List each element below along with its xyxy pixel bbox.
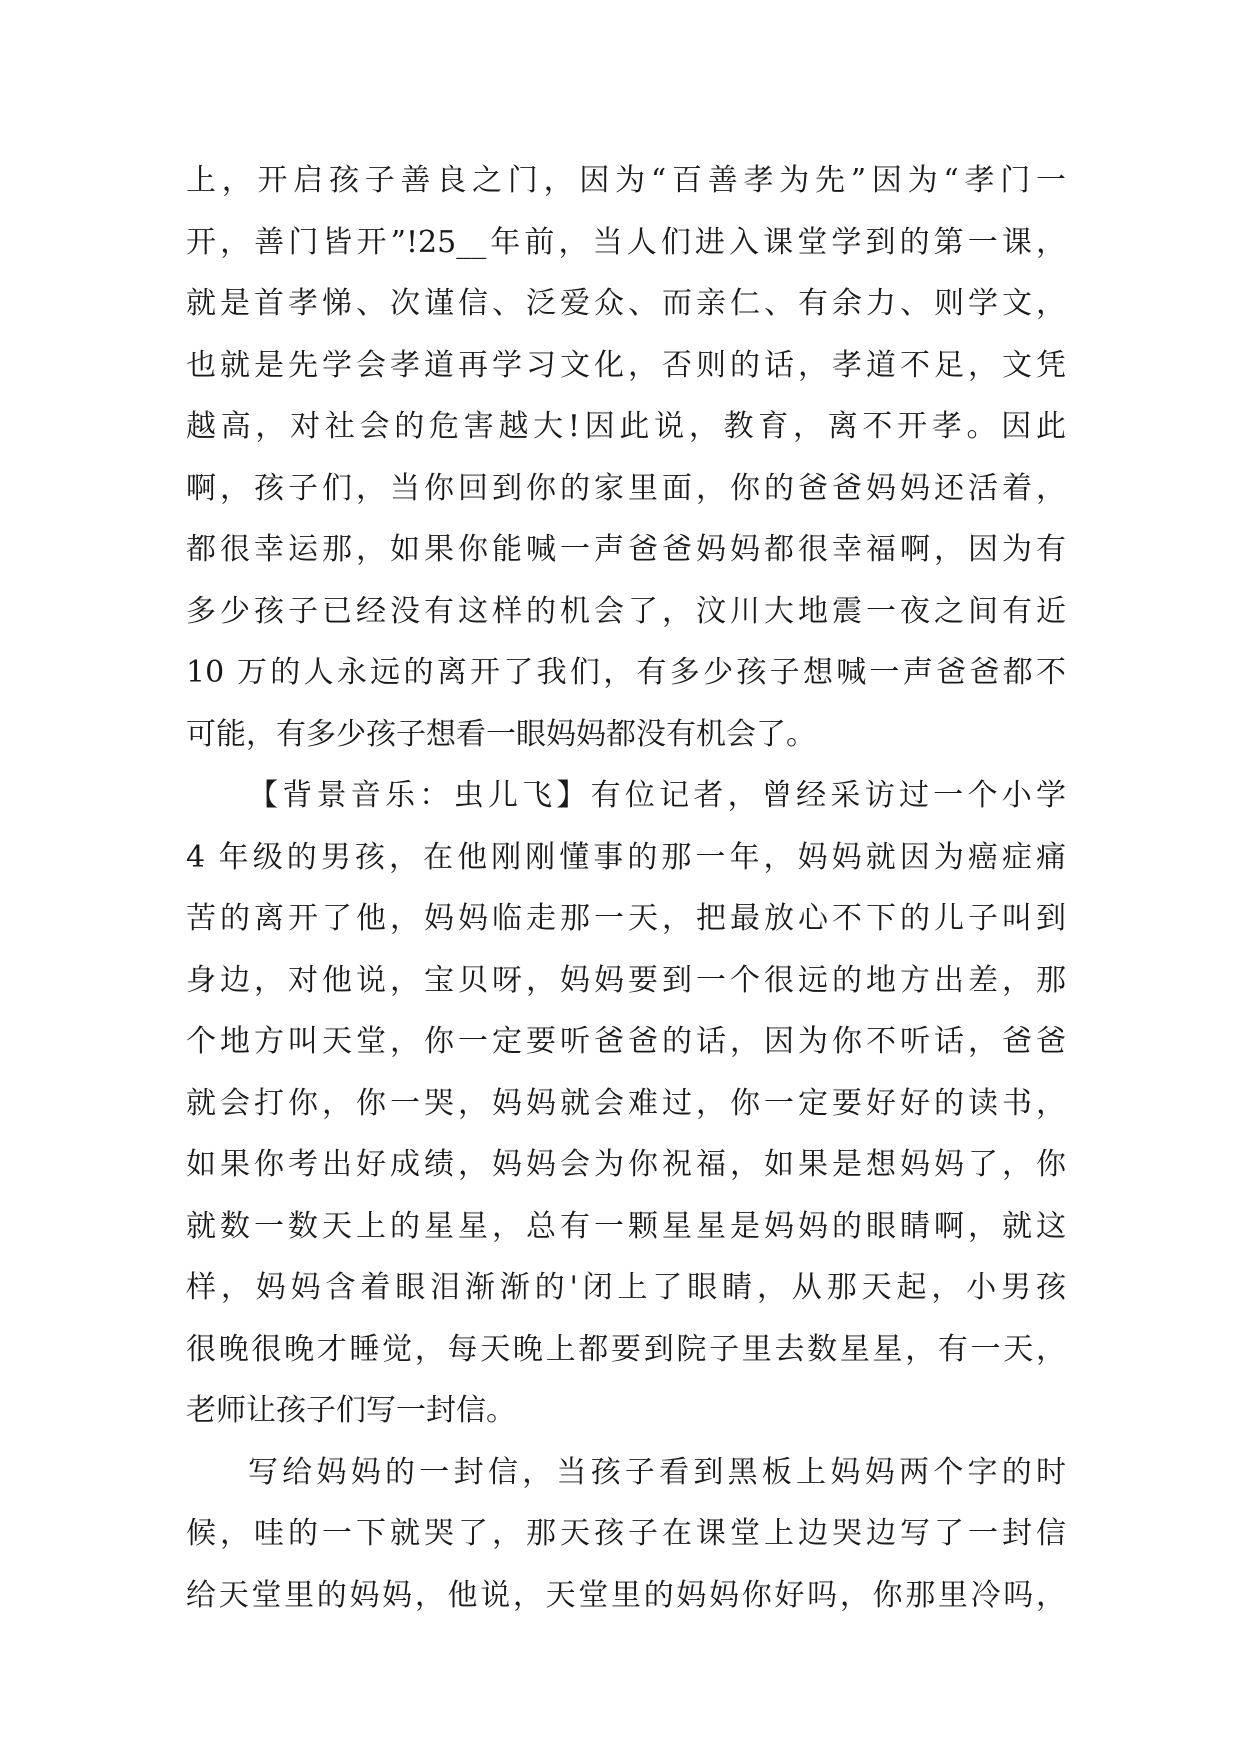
text-line: 身边，对他说，宝贝呀，妈妈要到一个很远的地方出差，那 [186,962,1066,998]
text-line: 可能，有多少孩子想看一眼妈妈都没有机会了。 [186,716,816,752]
text-line: 多少孩子已经没有这样的机会了，汶川大地震一夜之间有近 [186,593,1066,629]
text-line: 如果你考出好成绩，妈妈会为你祝福，如果是想妈妈了，你 [186,1147,1066,1182]
text-line: 也就是先学会孝道再学习文化，否则的话，孝道不足，文凭 [186,347,1066,383]
text-line: 就会打你，你一哭，妈妈就会难过，你一定要好好的读书， [186,1085,1066,1121]
text-line: 候，哇的一下就哭了，那天孩子在课堂上边哭边写了一封信 [186,1516,1066,1551]
body-text [186,150,1066,1626]
text-line: 【背景音乐：虫儿飞】有位记者，曾经采访过一个小学 [248,778,1066,813]
text-line: 就是首孝悌、次谨信、泛爱众、而亲仁、有余力、则学文， [186,286,1066,321]
text-line: 10 万的人永远的离开了我们，有多少孩子想喊一声爸爸都不 [186,655,1066,690]
text-line: 越高，对社会的危害越大!因此说，教育，离不开孝。因此 [186,409,1066,444]
text-line: 上，开启孩子善良之门，因为“百善孝为先”因为“孝门一 [186,163,1066,198]
text-line: 给天堂里的妈妈，他说，天堂里的妈妈你好吗，你那里冷吗， [186,1577,1066,1613]
text-line: 苦的离开了他，妈妈临走那一天，把最放心不下的儿子叫到 [186,901,1066,936]
text-line: 样，妈妈含着眼泪渐渐的'闭上了眼睛，从那天起，小男孩 [186,1270,1066,1305]
text-line: 个地方叫天堂，你一定要听爸爸的话，因为你不听话，爸爸 [186,1024,1066,1059]
text-line: 啊，孩子们，当你回到你的家里面，你的爸爸妈妈还活着， [186,470,1066,506]
text-line: 老师让孩子们写一封信。 [186,1393,516,1428]
text-line: 开，善门皆开”!25__年前，当人们进入课堂学到的第一课， [186,224,1066,260]
text-line: 都很幸运那，如果你能喊一声爸爸妈妈都很幸福啊，因为有 [186,532,1066,567]
text-line: 就数一数天上的星星，总有一颗星星是妈妈的眼睛啊，就这 [186,1208,1066,1244]
text-line: 写给妈妈的一封信，当孩子看到黑板上妈妈两个字的时 [248,1454,1066,1490]
text-line: 4 年级的男孩，在他刚刚懂事的那一年，妈妈就因为癌症痛 [186,839,1066,875]
text-line: 很晚很晚才睡觉，每天晚上都要到院子里去数星星，有一天， [186,1331,1066,1367]
